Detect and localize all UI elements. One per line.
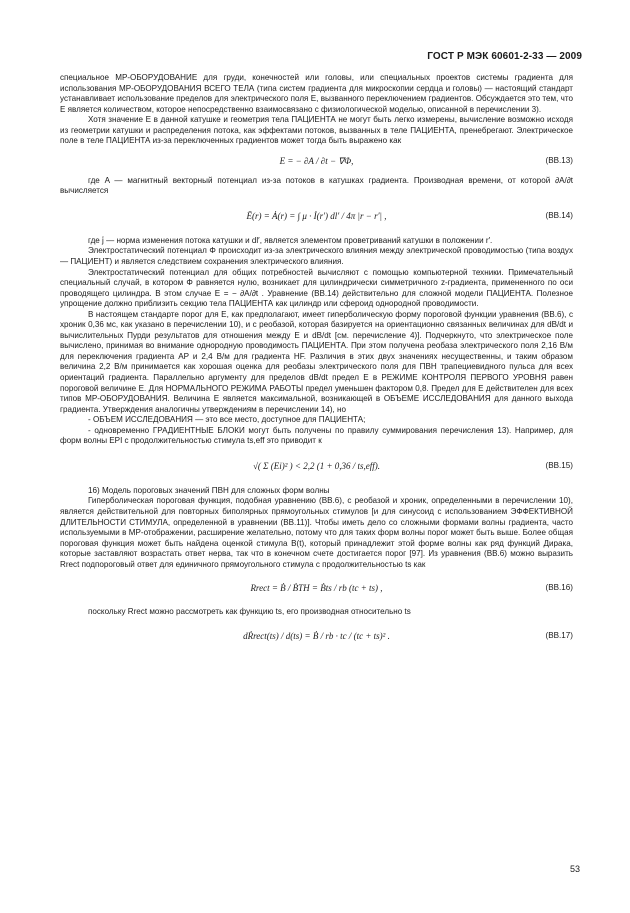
equation-expression: Ē(r) = Ȧ(r) = ∫ μ · İ(r′) dl′ / 4π |r − r′| , (246, 210, 387, 221)
body-text (60, 73, 573, 655)
paragraph-4: где j̇ — норма изменения потока катушки и dl′, является элементом проветриваний катушки в положении r′. (88, 235, 493, 245)
paragraph-2: Хотя значение E в данной катушке и геометрия тела ПАЦИЕНТА не могут быть легко измерены, вычисление возможно исходя из геометрии катушки и распределения потока, как эффектами потоков, вызванных в теле ПАЦИЕНТА, пренебрегают. Электрическое поле в теле ПАЦИЕНТА из-за переключенных градиентов может тогда быть выражено как (60, 115, 573, 146)
equation-bb14 (60, 201, 573, 233)
paragraph-6: Электростатический потенциал для общих потребностей вычисляют с помощью компьютерной техники. Примечательный специальный случай, в котором Φ равняется нулю, возникает для цилиндрически симметричного z-градиента, примененного по оси проводящего цилиндра. В этом случае E = − ∂A/∂t . Уравнение (ВВ.14) действительно для сложной модели ПАЦИЕНТА. Полезное упрощение должно приблизить секцию тела ПАЦИЕНТА как цилиндр или сфероид однородной проводимости. (60, 267, 573, 309)
equation-expression: Rrect = Ḃ / ḂTH = Ḃts / rb (tc + ts) , (250, 583, 383, 594)
equation-number: (ВВ.17) (545, 630, 573, 640)
paragraph-7: В настоящем стандарте порог для E, как предполагают, имеет гиперболическую форму пороговой функции уравнения (ВВ.6), с хроник 0,36 мс, как указано в перечислении 10), и с реобазой, которая базируется на ориентационно связанных величинах для dB/dt и вычислительных Пурди результатов для отношения между E и dB/dt [см. перечисление 4)]. Подчеркнуто, что электрическое поле вычислено, принимая во внимание однородную проводимость ПАЦИЕНТА. При этом получена реобаза электрического поля 2,16 В/м для переключения градиента AP и 2,4 В/м для градиента HF. Различия в этих двух значениях несущественны, и таким образом величина 2,2 В/м принимается как хорошая оценка для реобазы электрического поля для ПВН трапециевидного пульса для всех ориентаций градиента. Параллельно аргументу для пределов dB/dt предел E в РЕЖИМЕ КОНТРОЛЯ ПЕРВОГО УРОВНЯ равен пороговой величине E. Для НОРМАЛЬНОГО РЕЖИМА РАБОТЫ предел уменьшен фактором 0,8. Предел для E действителен для всех типов МР-ОБОРУДОВАНИЯ. Величина E является максимальной, возникающей в ОБЪЕМЕ ИССЛЕДОВАНИЯ для данного выхода градиента. Утверждения аналогичны утверждениям в перечислении 14), но (60, 309, 573, 414)
equation-number: (ВВ.13) (545, 155, 573, 165)
paragraph-9: поскольку Rrect можно рассмотреть как функцию ts, его производная относительно ts (88, 607, 411, 617)
equation-bb17 (60, 622, 573, 652)
equation-number: (ВВ.15) (545, 460, 573, 470)
equation-bb16 (60, 574, 573, 604)
list-item-2: - одновременно ГРАДИЕНТНЫЕ БЛОКИ могут быть получены по правилу суммирования перечисления 13). Например, для форм волны EPI с продолжительностью стимула ts,eff это приводит к (60, 425, 573, 446)
equation-expression: E = − ∂A / ∂t − ∇Φ, (279, 155, 354, 166)
equation-number: (ВВ.14) (545, 210, 573, 220)
equation-bb13 (60, 151, 573, 173)
equation-bb15 (60, 451, 573, 483)
paragraph-8: Гиперболическая пороговая функция, подобная уравнению (ВВ.6), с реобазой и хроник, определенными в перечислении 10), является действительной для повторных биполярных прямоугольных стимулов [и для синусоид с использованием ЭФФЕКТИВНОЙ ДЛИТЕЛЬНОСТИ СТИМУЛА, определенной в уравнении (ВВ.11)]. Чтобы иметь дело со сложными формами волны градиента, часто используемыми в МР-отображении, расширение желательно, потому что для таких форм волны порог может быть выше. Более общая пороговая функция может быть найдена оценкой стимула B(t), который принадлежит этой форме волны как ряд функций Дирака, которые заставляют возрастать ответ нерва, так что в конечном счете достигается порог [97]. Из уравнения (ВВ.6) можно выразить Rrect подпороговый ответ для единичного прямоугольного стимула с продолжительностью ts как (60, 496, 573, 569)
paragraph-5: Электростатический потенциал Φ происходит из-за электрического влияния между электрической проводимостью (типа воздух — ПАЦИЕНТ) и является следствием сохранения электрического влияния. (60, 246, 573, 267)
equation-expression: dṘrect(ts) / d(ts) = Ḃ / rb · tc / (tc + ts)² . (243, 630, 390, 641)
page-header: ГОСТ Р МЭК 60601-2-33 — 2009 (427, 51, 582, 62)
equation-expression: √( Σ (Ei)² ) < 2,2 (1 + 0,36 / ts,eff). (252, 460, 381, 471)
paragraph-1: специальное МР-ОБОРУДОВАНИЕ для груди, конечностей или головы, или специальных проектов системы градиента для использования МР-ОБОРУДОВАНИЯ ВСЕГО ТЕЛА (типа систем градиента для микроскопии сердца и головы) — настоящий стандарт устанавливает использование пределов для электрического поля E, вызванного переключением градиентов. Обсуждается это тем, что E является количеством, которое непосредственно взаимосвязано с физиологической моделью, описанной в перечислении 3). (60, 73, 573, 114)
equation-number: (ВВ.16) (545, 583, 573, 593)
page-number: 53 (569, 864, 580, 874)
section-heading-16: 16) Модель пороговых значений ПВН для сложных форм волны (88, 485, 330, 495)
paragraph-3: где A — магнитный векторный потенциал из-за потоков в катушках градиента. Производная времени, от которой ∂A/∂t вычисляется (60, 175, 573, 196)
list-item-1: - ОБЪЕМ ИССЛЕДОВАНИЯ — это все место, доступное для ПАЦИЕНТА; (88, 415, 366, 425)
